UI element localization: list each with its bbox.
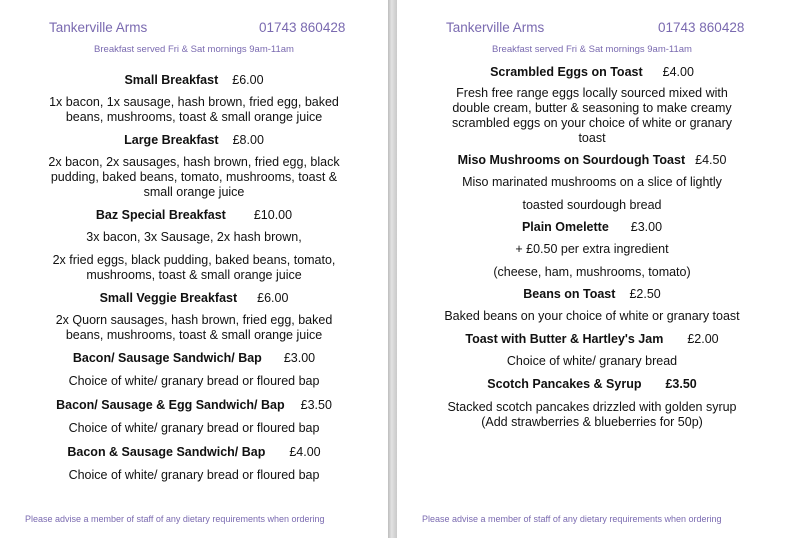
desc-line: Fresh free range eggs locally sourced mixed with (456, 86, 728, 100)
item-name: Toast with Butter & Hartley's Jam (465, 332, 664, 346)
desc-line: Choice of white/ granary bread (506, 354, 678, 368)
item-name: Large Breakfast (124, 133, 219, 147)
menu-item-description (0, 374, 388, 389)
item-name: Scrambled Eggs on Toast (490, 65, 643, 79)
menu-item-title (0, 290, 388, 307)
menu-item-title (0, 350, 388, 367)
menu-item-description (0, 230, 388, 283)
item-price: £3.00 (283, 351, 316, 365)
menu-item-description (397, 175, 787, 213)
menu-item-description (0, 313, 388, 343)
item-price: £8.00 (232, 133, 264, 147)
item-price: £3.00 (630, 220, 663, 234)
item-price: £3.50 (300, 398, 332, 412)
item-price: £6.00 (232, 73, 264, 87)
page-gutter (388, 0, 397, 538)
desc-line: (Add strawberries & blueberries for 50p) (481, 415, 703, 429)
menu-item-title (0, 72, 388, 89)
desc-line: 3x bacon, 3x Sausage, 2x hash brown, (86, 230, 302, 244)
item-name: Bacon/ Sausage & Egg Sandwich/ Bap (56, 398, 285, 412)
menu-item-title (397, 219, 787, 236)
menu-item-title (397, 376, 787, 393)
desc-line: small orange juice (143, 185, 245, 199)
header-name: Tankerville Arms (49, 20, 148, 35)
desc-line: 1x bacon, 1x sausage, hash brown, fried egg, baked (49, 95, 339, 109)
item-price: £2.00 (687, 332, 719, 346)
menu-list (0, 63, 388, 483)
item-name: Plain Omelette (521, 220, 609, 234)
header-subtitle: Breakfast served Fri & Sat mornings 9am-11am (492, 44, 692, 55)
item-name: Miso Mushrooms on Sourdough Toast (457, 153, 686, 167)
desc-line: toast (578, 131, 606, 145)
menu-item-title (397, 64, 787, 81)
desc-line: Miso marinated mushrooms on a slice of lightly (462, 175, 722, 189)
item-name: Scotch Pancakes & Syrup (487, 377, 642, 391)
desc-line: Choice of white/ granary bread or floured bap (68, 374, 320, 388)
dietary-footer-note: Please advise a member of staff of any dietary requirements when ordering (422, 514, 722, 524)
menu-item-description (397, 86, 787, 146)
menu-item-description (0, 95, 388, 125)
menu-page-left (0, 0, 388, 538)
item-price: £6.00 (257, 291, 289, 305)
desc-line: pudding, baked beans, tomato, mushrooms, toast & (50, 170, 338, 184)
item-price: £10.00 (253, 208, 293, 222)
menu-item-title (0, 132, 388, 149)
desc-line: mushrooms, toast & small orange juice (86, 268, 302, 282)
menu-item-description (397, 354, 787, 369)
item-price: £4.00 (662, 65, 694, 79)
item-name: Small Veggie Breakfast (99, 291, 238, 305)
desc-line: scrambled eggs on your choice of white or granary (451, 116, 732, 130)
menu-page-right (397, 0, 787, 538)
menu-item-title (0, 207, 388, 224)
desc-line: Choice of white/ granary bread or floured bap (68, 468, 320, 482)
dietary-footer-note: Please advise a member of staff of any dietary requirements when ordering (25, 514, 325, 524)
header-phone: 01743 860428 (259, 20, 346, 35)
menu-item-title (397, 286, 787, 303)
item-name: Small Breakfast (124, 73, 219, 87)
menu-item-description (397, 400, 787, 430)
desc-line: 2x Quorn sausages, hash brown, fried egg, baked (55, 313, 333, 327)
desc-line: beans, mushrooms, toast & small orange juice (65, 110, 323, 124)
item-price: £3.50 (665, 377, 697, 391)
header-subtitle: Breakfast served Fri & Sat mornings 9am-11am (94, 44, 294, 55)
menu-item-description (0, 421, 388, 436)
menu-list (397, 64, 787, 430)
item-name: Bacon & Sausage Sandwich/ Bap (67, 445, 266, 459)
desc-line: Choice of white/ granary bread or floured bap (68, 421, 320, 435)
item-price: £4.50 (695, 153, 727, 167)
menu-item-description (0, 468, 388, 483)
menu-item-description (397, 309, 787, 324)
menu-item-title (0, 444, 388, 461)
menu-item-description (0, 155, 388, 200)
item-price: £2.50 (629, 287, 661, 301)
desc-line: toasted sourdough bread (522, 198, 662, 212)
item-name: Beans on Toast (523, 287, 616, 301)
menu-item-title (0, 397, 388, 414)
item-price: £4.00 (289, 445, 321, 459)
desc-line: + £0.50 per extra ingredient (515, 242, 669, 256)
menu-item-description (397, 242, 787, 280)
header-phone: 01743 860428 (658, 20, 745, 35)
desc-line: beans, mushrooms, toast & small orange juice (65, 328, 323, 342)
desc-line: double cream, butter & seasoning to make creamy (452, 101, 732, 115)
desc-line: Baked beans on your choice of white or granary toast (444, 309, 740, 323)
header-name: Tankerville Arms (446, 20, 545, 35)
desc-line: 2x fried eggs, black pudding, baked beans, tomato, (52, 253, 336, 267)
desc-line: (cheese, ham, mushrooms, tomato) (493, 265, 691, 279)
menu-item-title (397, 331, 787, 348)
item-name: Bacon/ Sausage Sandwich/ Bap (72, 351, 262, 365)
desc-line: 2x bacon, 2x sausages, hash brown, fried egg, black (48, 155, 340, 169)
menu-item-title (397, 152, 787, 169)
item-name: Baz Special Breakfast (95, 208, 226, 222)
desc-line: Stacked scotch pancakes drizzled with golden syrup (447, 400, 737, 414)
